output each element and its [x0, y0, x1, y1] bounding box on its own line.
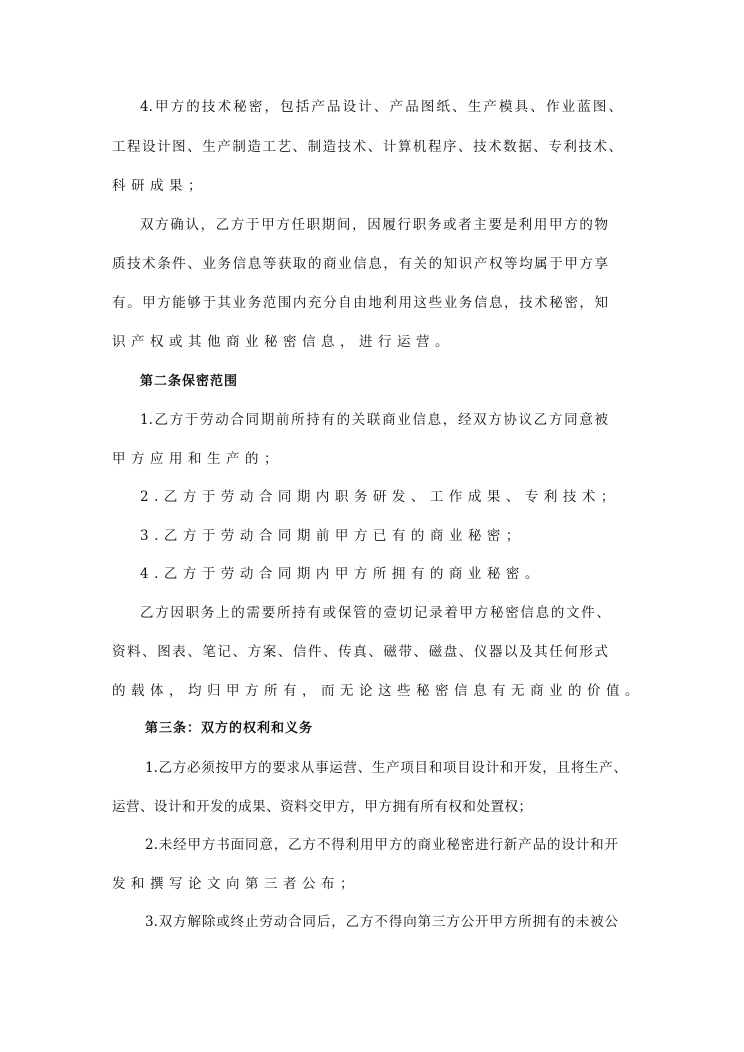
paragraph-line: 3.乙方于劳动合同期前甲方已有的商业秘密； [140, 528, 525, 544]
paragraph-line: 运营、设计和开发的成果、资料交甲方，甲方拥有所有权和处置权； [112, 799, 532, 815]
paragraph-line: 2.未经甲方书面同意，乙方不得利用甲方的商业秘密进行新产品的设计和开 [145, 837, 618, 853]
paragraph-line: 识产权或其他商业秘密信息，进行运营。 [112, 334, 454, 350]
paragraph-line: 4.乙方于劳动合同期内甲方所拥有的商业秘密。 [140, 566, 544, 582]
paragraph-line: 3.双方解除或终止劳动合同后，乙方不得向第三方公开甲方所拥有的未被公 [145, 914, 618, 930]
paragraph-line: 4.甲方的技术秘密，包括产品设计、产品图纸、生产模具、作业蓝图、 [140, 99, 622, 115]
paragraph-line: 发和撰写论文向第三者公布； [112, 876, 359, 892]
paragraph-line: 1.乙方必须按甲方的要求从事运营、生产项目和项目设计和开发，且将生产、 [145, 760, 627, 776]
paragraph-line: 双方确认，乙方于甲方任职期间，因履行职务或者主要是利用甲方的物 [140, 217, 608, 233]
paragraph-line: 2.乙方于劳动合同期内职务研发、工作成果、专利技术； [140, 489, 620, 505]
paragraph-line: 有。甲方能够于其业务范围内充分自由地利用这些业务信息，技术秘密，知 [112, 295, 608, 311]
section-heading-2: 第二条保密范围 [140, 374, 239, 389]
paragraph-line: 1.乙方于劳动合同期前所持有的关联商业信息，经双方协议乙方同意被 [140, 412, 608, 428]
paragraph-line: 资料、图表、笔记、方案、信件、传真、磁带、磁盘、仪器以及其任何形式 [112, 644, 608, 660]
paragraph-line: 乙方因职务上的需要所持有或保管的壹切记录着甲方秘密信息的文件、 [140, 605, 610, 621]
paragraph-line: 甲方应用和生产的； [112, 451, 283, 467]
paragraph-line: 科研成果； [112, 178, 207, 194]
paragraph-line: 工程设计图、生产制造工艺、制造技术、计算机程序、技术数据、专利技术、 [112, 139, 622, 155]
paragraph-line: 的载体，均归甲方所有，而无论这些秘密信息有无商业的价值。 [112, 683, 644, 699]
paragraph-line: 质技术条件、业务信息等获取的商业信息，有关的知识产权等均属于甲方享 [112, 256, 608, 272]
section-heading-3: 第三条：双方的权利和义务 [145, 721, 314, 736]
